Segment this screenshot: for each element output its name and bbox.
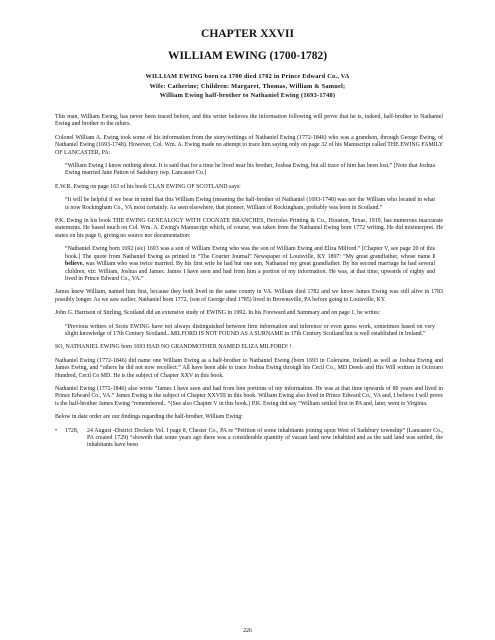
paragraph: P.K. Ewing in his book THE EWING GENEALOGY WITH COGNATE BRANCHES, Hercules Printing & Co., Houston, Texas, 1919, has numerous inaccurate statements. He based much on Col. Wm. A. Ewing's Manuscript which, of course, was taken from the Nathaniel Ewing born 1772 writing. He did misinterpret. He states on his page 6, giving no source nor documentation: (55, 218, 443, 239)
quote-emphasis: I believe, (65, 253, 435, 268)
list-item-year: 1728, (65, 427, 79, 434)
chapter-subtitle (60, 72, 435, 101)
subtitle-line: Wife: Catherine; Children: Margaret, Thomas, William & Samuel; (149, 82, 346, 90)
quote-text: was William who was twice married. By his first wife he had but one son, Nathaniel my great grandfather. By his second marriage he had several children, viz: William, Joshua and James. James I have seen and had from him a portion of my information. He was, at that time, upwards of eighty and lived in Prince Edward Co., VA.” (65, 261, 435, 282)
subtitle-line: William Ewing half-brother to Nathaniel Ewing (1693-1748) (159, 92, 336, 100)
subtitle-line: WILLIAM EWING born ca 1700 died 1782 in Prince Edward Co., VA (145, 73, 350, 80)
list-item (55, 428, 443, 450)
paragraph: E.W.R. Ewing on page 163 of his book CLAN EWING OF SCOTLAND says: (55, 183, 241, 190)
paragraph: John G. Harrison of Stirling, Scotland did an extensive study of EWING in 1992. In his Foreward and Summary and on page 1, he writes: (55, 310, 381, 317)
block-quote: “Previous writers of Scots EWING have not always distinguished between firm information and inference or even guess work, sometimes based on very slight knowledge of 17th Century Scotland...MILFORD IS NOT FOUND AS A SURNAME in 17th Century Scotland but is well established in Ireland.” (65, 323, 435, 337)
page-number: 226 (243, 628, 252, 634)
paragraph: Nathaniel Ewing (1772-1846) did name one William Ewing as a half-brother to Nathaniel Ewing (born 1693 in Coleraine, Ireland) as well as Joshua Ewing and James Ewing, and “others he did not now recollect.” All have been able to trace Joshua Ewing through his Cecil Co., MD Deeds and His Will written in Octoraro Hundred, Cecil Co MD. He is the subject of Chapter XXV in this book. (55, 357, 443, 379)
block-quote: “It will be helpful if we bear in mind that this William Ewing (meaning the half-brother of Nathaniel (1693-1748) was not the William who located in what is now Rockingham Co., VA most certainly. As seen elsewhere, that pioneer, William of Rockingham, probably was born in Scotland.” (65, 197, 435, 211)
paragraph: Below in date order are our findings regarding the half-brother, William Ewing: (55, 414, 243, 421)
chapter-heading: CHAPTER XXVII (201, 28, 294, 40)
paragraph: This man, William Ewing, has never been traced before, and this writer believes the information following will prove that he is, indeed, half-brother to Nathaniel Ewing and brother to the others. (55, 114, 443, 128)
body-text (55, 114, 443, 450)
paragraph: James knew William, named him first, because they both lived in the same county in VA. William died 1782 and we know James Ewing was still alive in 1783 possibly longer. As we saw earlier, Nathaniel born 1772, (son of George died 1785) lived in Brownsville, PA before going to Louisville, KY. (55, 289, 443, 303)
block-quote (55, 163, 443, 178)
paragraph: Colonel William A. Ewing took some of his information from the story/writings of Nathaniel Ewing (1772-1846) who was a grandson, through George Ewing, of Nathaniel Ewing (1693-1748). However, Col. Wm. A. Ewing made no attempt to trace him saying only on page 32 of his Manuscript called THE EWING FAMILY OF LANCASTER, PA: (55, 134, 443, 156)
paragraph: SO, NATHANIEL EWING born 1693 HAD NO GRANDMOTHER NAMED ELIZA MILFORD! ! (55, 344, 292, 351)
bullet-mark: • (55, 427, 58, 434)
quote-text: “William Ewing I know nothing about. It is said that for a time he lived near his brother, Joshua Ewing, but all trace of him has been lost.” (65, 163, 393, 170)
paragraph: Nathaniel Ewing (1772-1846) also wrote “James I have seen and had from him portions of my information. He was at that time upwards of 80 years and lived in Prince Edward Co., VA.” James Ewing is the subject of Chapter XXVIII in this book. William Ewing also lived in Prince Edward Co., VA and, I believe I will prove is the half-brother James Ewing “remembered.. “(See also Chapter V in this book.) P.K. Ewing did say “William settled first in PA and, later, went to Virginia. (55, 385, 443, 407)
quote-note: [Note that Joshua Ewing married Jane Patton of Sadsbury twp. Lancaster Co.] (65, 163, 435, 177)
block-quote (55, 246, 443, 283)
quote-text: “Nathaniel Ewing born 1692 (sic) 1693 was a son of William Ewing who was the son of William Ewing and Eliza Milford.” [Chapter V, see page 20 of this book.] The quote from Nathaniel Ewing as printed in “The Courier Journal” Newspaper of Louisville, KY 1897: “My great grandfather, whose name (65, 246, 435, 260)
chapter-title: WILLIAM EWING (1700-1782) (167, 50, 328, 62)
list-item-text: 24 August -District Dockets Vol. I page 8, Chester Co., PA re “Petition of some inhabitants joining upon West of Sadsbury township” (Lancaster Co., PA created 1729) “showeth that some years ago there was a considerable quantity of vacant land now inhabited and as the said land was settled, the inhabitants have been (87, 427, 443, 449)
